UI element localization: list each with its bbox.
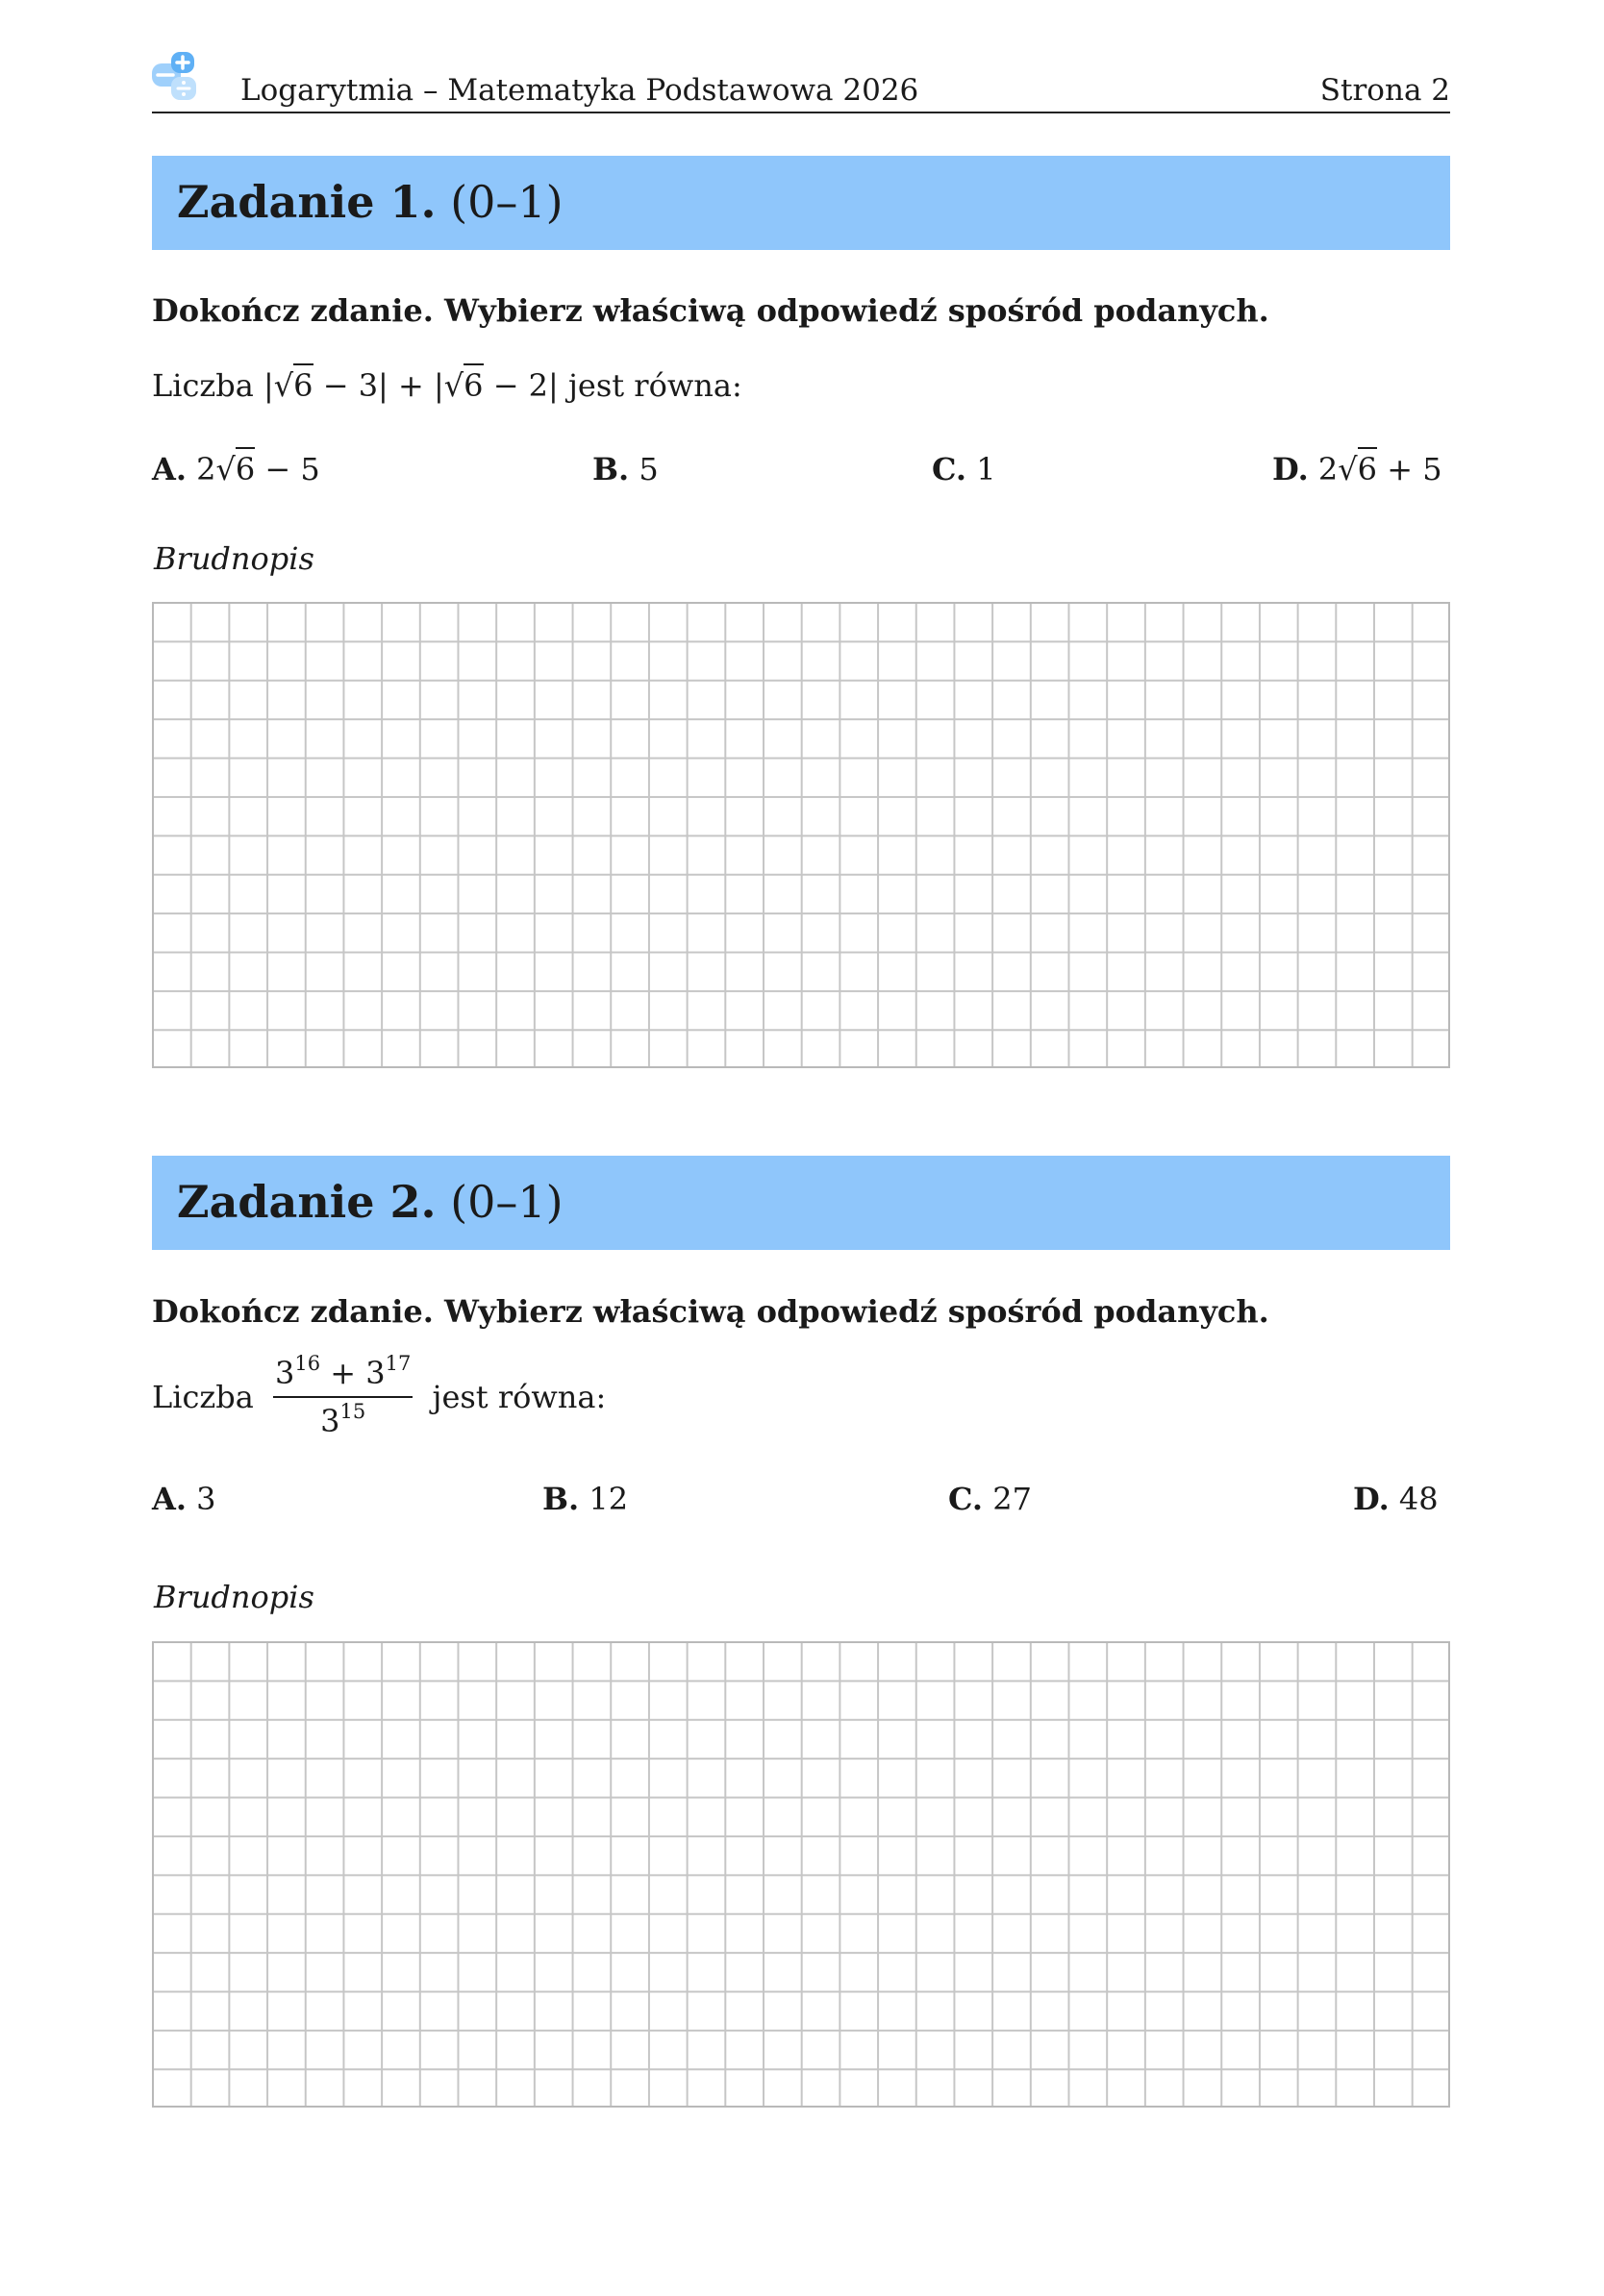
option-letter: B. bbox=[592, 451, 630, 487]
task-2-banner bbox=[152, 1156, 1450, 1250]
option-value: 1 bbox=[976, 451, 996, 487]
task-1-prompt-part1: − 3| + | bbox=[313, 367, 444, 404]
task-1-prompt-part2: − 2| jest równa: bbox=[483, 367, 742, 404]
option-value: 48 bbox=[1398, 1481, 1439, 1517]
sqrt-symbol-icon: √ bbox=[215, 451, 236, 487]
task-1-banner bbox=[152, 156, 1450, 250]
task-1-option-c[interactable] bbox=[932, 450, 996, 488]
sqrt-symbol-icon: √ bbox=[1338, 451, 1358, 487]
header-divider bbox=[152, 112, 1450, 113]
task-2-title-number: Zadanie 2. bbox=[177, 1176, 437, 1228]
task-2-scratch-grid[interactable] bbox=[152, 1641, 1450, 2108]
fraction-denominator: $3^{15}$ bbox=[320, 1400, 366, 1439]
task-2-option-a[interactable] bbox=[152, 1480, 216, 1518]
task-2-option-d[interactable] bbox=[1353, 1480, 1439, 1518]
option-letter: B. bbox=[542, 1481, 580, 1517]
task-2-fraction bbox=[273, 1352, 413, 1439]
task-1-prompt bbox=[152, 366, 742, 405]
task-2-title-points: (0–1) bbox=[450, 1176, 564, 1228]
task-2-prompt-prefix: Liczba bbox=[152, 1379, 254, 1415]
task-1-prompt-prefix: Liczba | bbox=[152, 367, 274, 404]
option-tail: + 5 bbox=[1377, 451, 1442, 487]
option-letter: D. bbox=[1272, 451, 1309, 487]
option-radicand: 6 bbox=[1358, 447, 1377, 487]
option-value: 3 bbox=[196, 1481, 216, 1517]
task-1-title-number: Zadanie 1. bbox=[177, 176, 437, 228]
option-letter: D. bbox=[1353, 1481, 1390, 1517]
option-coefficient: 2 bbox=[196, 451, 216, 487]
task-2-prompt-suffix: jest równa: bbox=[432, 1379, 607, 1415]
option-value: 5 bbox=[639, 451, 659, 487]
task-2-scratch-label: Brudnopis bbox=[154, 1579, 314, 1615]
task-2-option-b[interactable] bbox=[542, 1480, 628, 1518]
option-value: 27 bbox=[992, 1481, 1032, 1517]
option-value: 12 bbox=[589, 1481, 629, 1517]
option-radicand: 6 bbox=[236, 447, 255, 487]
task-1-scratch-label: Brudnopis bbox=[154, 540, 314, 577]
sqrt-symbol-icon: √ bbox=[273, 367, 294, 404]
task-1-scratch-grid[interactable] bbox=[152, 602, 1450, 1068]
task-2-option-c[interactable] bbox=[948, 1480, 1032, 1518]
option-coefficient: 2 bbox=[1317, 451, 1339, 487]
publisher-logo-icon bbox=[150, 50, 206, 104]
option-letter: C. bbox=[948, 1481, 984, 1517]
header-title: Logarytmia – Matematyka Podstawowa 2026 bbox=[240, 73, 919, 108]
task-1-option-d[interactable] bbox=[1272, 450, 1442, 488]
option-letter: C. bbox=[932, 451, 967, 487]
task-1-sqrt1-radicand: 6 bbox=[293, 363, 313, 404]
task-1-option-a[interactable] bbox=[152, 450, 320, 488]
sqrt-symbol-icon: √ bbox=[443, 367, 464, 404]
task-2-prompt bbox=[152, 1352, 607, 1439]
page-number: Strona 2 bbox=[1319, 73, 1450, 108]
task-1-instruction: Dokończ zdanie. Wybierz właściwą odpowiedź spośród podanych. bbox=[152, 292, 1269, 329]
option-tail: − 5 bbox=[255, 451, 320, 487]
fraction-numerator: $3^{16} + 3^{17}$ bbox=[273, 1356, 413, 1398]
task-2-instruction: Dokończ zdanie. Wybierz właściwą odpowiedź spośród podanych. bbox=[152, 1293, 1269, 1330]
task-1-sqrt2-radicand: 6 bbox=[464, 363, 483, 404]
option-letter: A. bbox=[152, 451, 187, 487]
task-1-option-b[interactable] bbox=[592, 450, 659, 488]
task-1-title-points: (0–1) bbox=[450, 176, 564, 228]
option-letter: A. bbox=[152, 1481, 187, 1517]
